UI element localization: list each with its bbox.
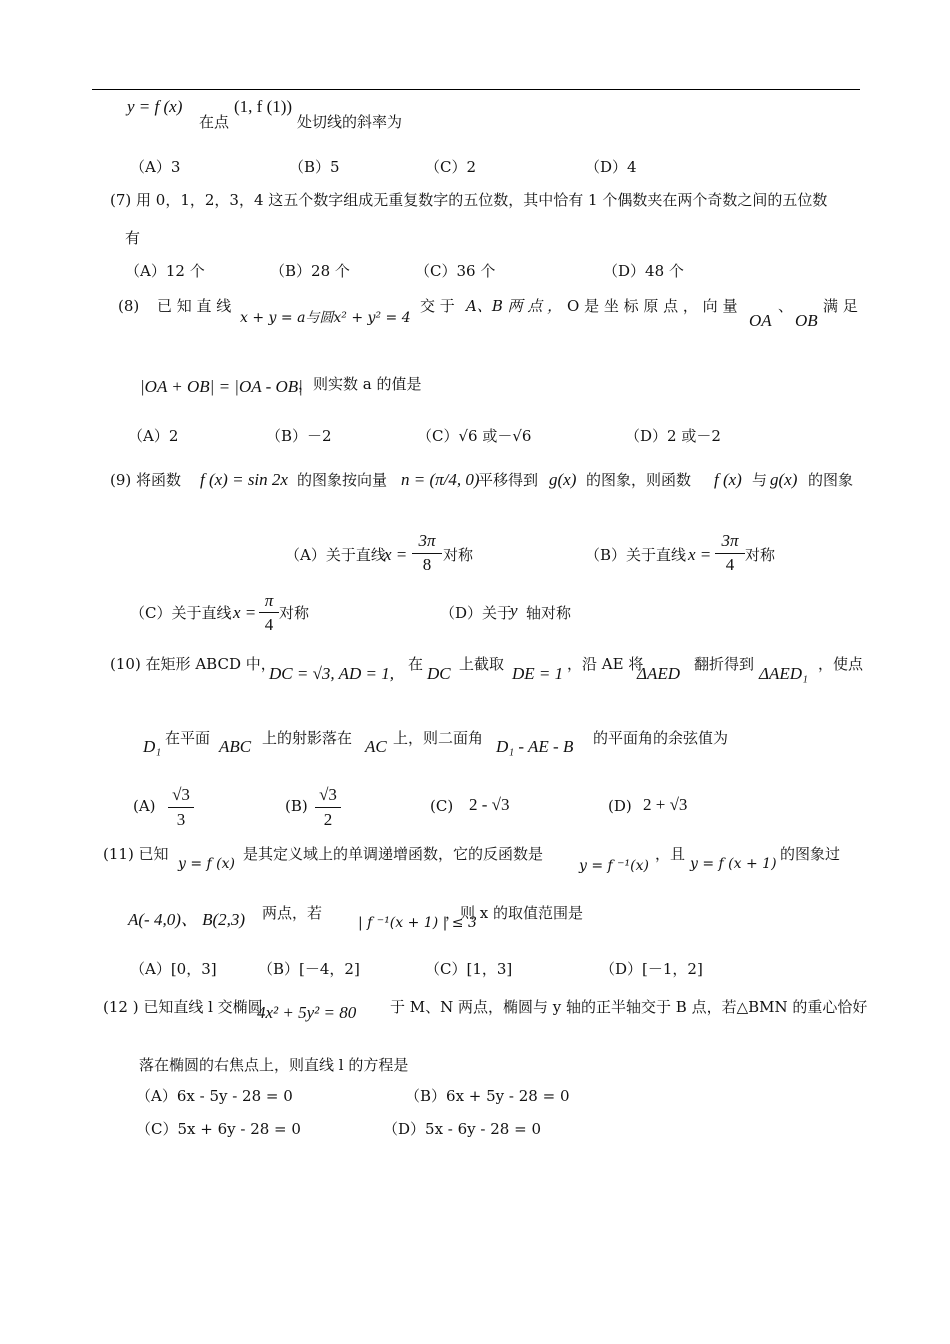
q8-formula-line-circle: x + y = a与圆x² + y² = 4 <box>240 310 411 326</box>
q9-text-graph: 的图象 <box>808 471 854 489</box>
q8-condition: |OA + OB| = |OA - OB| <box>140 377 303 396</box>
q9-formula-g2: g(x) <box>770 470 798 489</box>
q9-option-b-text: （B）关于直线 <box>585 546 687 564</box>
q8-label: (8) <box>118 297 140 315</box>
q7-option-a: （A）12 个 <box>125 262 205 280</box>
q10-formula-ac: AC <box>365 737 387 756</box>
q10-formula-d1: D₁ <box>143 737 162 756</box>
q8-option-a: （A）2 <box>128 427 179 445</box>
q9-option-a-numerator: 3π <box>418 531 436 550</box>
q10-formula-dc-ad: DC = √3, AD = 1, <box>269 664 394 683</box>
q9-formula-g: g(x) <box>549 470 577 489</box>
q6-text-at-point: 在点 <box>199 113 230 131</box>
q12-option-b: （B）6x + 5y - 28 = 0 <box>405 1087 570 1105</box>
q10-text-rectangle: (10) 在矩形 ABCD 中， <box>110 655 276 673</box>
q9-formula-f: f (x) = sin 2x <box>200 470 288 489</box>
q9-option-a-denominator: 8 <box>422 555 432 574</box>
q12-option-c: （C）5x + 6y - 28 = 0 <box>136 1120 301 1138</box>
q7-option-c: （C）36 个 <box>415 262 496 280</box>
q8-text-given-line: 已 知 直 线 <box>157 297 232 315</box>
q6-option-a: （A）3 <box>130 158 181 176</box>
q11-text-and: ，且 <box>655 845 686 863</box>
q10-formula-dihedral: D₁ - AE - B <box>496 737 574 756</box>
q10-option-c-value: 2 - √3 <box>469 795 510 814</box>
q9-text-vector: 的图象按向量 <box>297 471 388 489</box>
q6-option-c: （C）2 <box>425 158 477 176</box>
q9-option-c-numerator: π <box>264 591 274 610</box>
q8-text-real-a: ，则实数 a 的值是 <box>298 375 422 393</box>
q10-formula-abc: ABC <box>219 737 252 756</box>
q9-option-a-text: （A）关于直线 <box>285 546 386 564</box>
q12-text-condition: 于 M、N 两点，椭圆与 y 轴的正半轴交于 B 点，若△BMN 的重心恰好 <box>390 998 868 1016</box>
q9-text-function: (9) 将函数 <box>110 471 182 489</box>
q10-option-a-label: (A) <box>133 797 156 815</box>
q9-option-c-denominator: 4 <box>264 615 274 634</box>
q9-formula-vector-n: n = (π/4, 0) <box>401 470 480 489</box>
q9-option-c-post: 对称 <box>279 604 310 622</box>
q11-option-c: （C）[1，3] <box>425 960 513 978</box>
q10-option-a-fraction-bar <box>168 807 194 808</box>
q6-formula-point: (1, f (1)) <box>234 97 293 116</box>
q10-option-b-label: (B) <box>285 797 308 815</box>
q11-formula-condition: | f ⁻¹(x + 1) | ≤ 3 <box>358 915 477 931</box>
q9-option-d-y: y <box>510 601 518 620</box>
q12-option-d: （D）5x - 6y - 28 = 0 <box>383 1120 541 1138</box>
q10-option-d-label: (D) <box>608 797 632 815</box>
q10-option-d-value: 2 + √3 <box>643 795 688 814</box>
q8-text-points: A、B 两 点 ， <box>466 297 563 315</box>
q11-option-b: （B）[－4，2] <box>258 960 360 978</box>
q9-option-c-text: （C）关于直线 <box>130 604 232 622</box>
q10-formula-dc: DC <box>427 664 451 683</box>
q8-text-intersect: 交 于 <box>420 297 455 315</box>
q7-option-d: （D）48 个 <box>603 262 684 280</box>
q10-formula-aed: ΔAED <box>637 664 681 683</box>
q11-text-given: (11) 已知 <box>103 845 169 863</box>
q10-text-make-point: ，使点 <box>818 655 864 673</box>
q10-text-fold-to: 翻折得到 <box>694 655 755 673</box>
q9-text-then: 的图象，则函数 <box>586 471 692 489</box>
q10-text-projection: 上的射影落在 <box>262 729 353 747</box>
q8-text-separator: 、 <box>778 297 794 315</box>
q8-option-d: （D）2 或－2 <box>625 427 721 445</box>
q11-text-if: 两点，若 <box>262 904 323 922</box>
q10-text-at: 在 <box>408 655 424 673</box>
q10-formula-de: DE = 1 <box>512 664 564 683</box>
q8-option-c: （C）√6 或－√6 <box>417 427 532 445</box>
q10-option-c-label: (C) <box>430 797 454 815</box>
q10-text-dihedral: 上，则二面角 <box>393 729 484 747</box>
q9-option-c-eq: x = <box>233 603 257 622</box>
q9-option-b-post: 对称 <box>745 546 776 564</box>
q7-line-2: 有 <box>125 229 141 247</box>
q11-option-a: （A）[0，3] <box>130 960 217 978</box>
q9-formula-f2: f (x) <box>714 470 742 489</box>
q10-formula-aed1: ΔAED₁ <box>759 664 808 683</box>
q9-option-b-eq: x = <box>688 545 712 564</box>
q10-text-cosine: 的平面角的余弦值为 <box>593 729 729 747</box>
q9-option-d-post: 轴对称 <box>526 604 572 622</box>
q11-formula-f: y = f (x) <box>178 856 235 872</box>
q11-formula-points: A(- 4,0)、 B(2,3) <box>128 910 246 929</box>
q6-text-slope: 处切线的斜率为 <box>297 113 403 131</box>
q9-option-c-fraction-bar <box>259 612 279 613</box>
q12-formula-ellipse: 4x² + 5y² = 80 <box>257 1003 357 1022</box>
q8-option-b: （B）－2 <box>266 427 332 445</box>
header-rule <box>92 89 860 90</box>
q10-option-a-denominator: 3 <box>176 810 186 829</box>
q7-line-1: (7) 用 0，1，2，3，4 这五个数字组成无重复数字的五位数，其中恰有 1 个偶数夹在两个奇数之间的五位数 <box>110 191 828 209</box>
q10-option-b-numerator: √3 <box>319 785 337 804</box>
q6-option-d: （D）4 <box>585 158 637 176</box>
q9-option-b-denominator: 4 <box>725 555 735 574</box>
q10-option-b-fraction-bar <box>315 807 341 808</box>
q6-option-b: （B）5 <box>289 158 340 176</box>
q11-formula-f-shift: y = f (x + 1) <box>690 856 777 872</box>
q10-text-intercept: 上截取 <box>459 655 505 673</box>
q10-option-b-denominator: 2 <box>323 810 333 829</box>
q12-option-a: （A）6x - 5y - 28 = 0 <box>136 1087 293 1105</box>
q8-vector-oa: OA <box>749 311 772 330</box>
q9-text-and: 与 <box>752 471 768 489</box>
q9-option-a-post: 对称 <box>443 546 474 564</box>
q12-line-2: 落在椭圆的右焦点上，则直线 l 的方程是 <box>139 1056 409 1074</box>
q9-option-a-eq: x = <box>384 545 408 564</box>
q8-vector-ob: OB <box>795 311 818 330</box>
q9-text-translate: 平移得到 <box>478 471 539 489</box>
q12-text-line-ellipse: (12 ) 已知直线 l 交椭圆 <box>103 998 263 1016</box>
q9-option-a-fraction-bar <box>412 553 442 554</box>
q11-option-d: （D）[－1，2] <box>600 960 703 978</box>
q8-text-origin: O 是 坐 标 原 点 ， 向 量 <box>567 297 738 315</box>
q10-text-fold-along: ，沿 AE 将 <box>567 655 644 673</box>
q10-text-plane: 在平面 <box>165 729 211 747</box>
q6-formula-function: y = f (x) <box>127 97 183 116</box>
q10-option-a-numerator: √3 <box>172 785 190 804</box>
q11-text-range: ，则 x 的取值范围是 <box>445 904 583 922</box>
q11-formula-inverse: y = f ⁻¹(x) <box>579 858 649 874</box>
q11-text-passes: 的图象过 <box>780 845 841 863</box>
q11-text-increasing: 是其定义域上的单调递增函数，它的反函数是 <box>243 845 544 863</box>
q8-text-satisfy: 满 足 <box>823 297 858 315</box>
q7-option-b: （B）28 个 <box>270 262 350 280</box>
q9-option-b-numerator: 3π <box>721 531 739 550</box>
q9-option-d-text: （D）关于 <box>440 604 513 622</box>
q9-option-b-fraction-bar <box>715 553 745 554</box>
